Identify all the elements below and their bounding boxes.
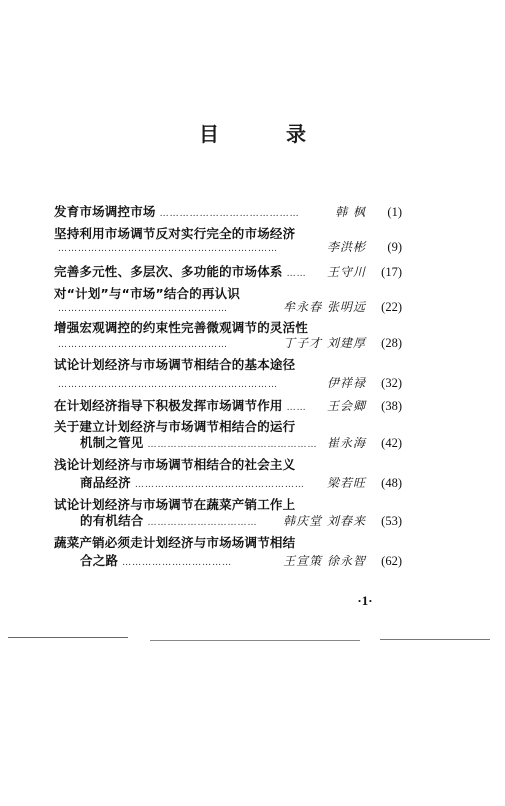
toc-entry-title: 机制之管见 [80, 435, 144, 450]
toc-entry-title: 在计划经济指导下积极发挥市场调节作用 [54, 398, 283, 413]
dot-leader: ………………………………………………………… [58, 380, 278, 390]
toc-entry-page: (48) [381, 476, 402, 490]
dot-leader: …………………………… [147, 518, 258, 528]
toc-entry-author: 王宣策 徐永智 [283, 554, 366, 568]
toc-entry-page: (17) [381, 265, 402, 279]
toc-entry-title: 增强宏观调控的约束性完善微观调节的灵活性 [54, 320, 309, 335]
toc-entry-page: (53) [381, 514, 402, 528]
page-title: 目 录 [199, 122, 336, 146]
dot-leader: …………………………………………… [58, 304, 228, 314]
scan-artifact-line [150, 640, 360, 641]
toc-entry-page: (32) [381, 376, 402, 390]
toc-entry-author: 李洪彬 [326, 240, 366, 254]
dot-leader: …………………………………………… [147, 440, 318, 450]
toc-entry[interactable] [54, 455, 402, 475]
dot-leader: …………………………………… [159, 209, 300, 219]
toc-entry-continuation[interactable] [54, 237, 402, 257]
toc-entry-title: 关于建立计划经济与市场调节相结合的运行 [54, 419, 296, 434]
page-number: ·1· [357, 593, 373, 608]
toc-entry-page: (62) [381, 554, 402, 568]
toc-entry-continuation[interactable] [54, 297, 402, 317]
toc-entry[interactable] [54, 533, 402, 553]
toc-entry[interactable] [54, 262, 402, 282]
toc-entry-title: 试论计划经济与市场调节在蔬菜产销工作上 [54, 497, 296, 512]
toc-entry-page: (9) [387, 240, 402, 254]
scan-artifact-line [8, 637, 128, 638]
dot-leader: …………………………………………… [134, 480, 305, 490]
toc-entry-title: 商品经济 [80, 475, 131, 490]
toc-entry-continuation[interactable] [54, 473, 402, 493]
toc-entry[interactable] [54, 202, 402, 222]
toc-entry-page: (28) [381, 336, 402, 350]
toc-entry-title: 浅论计划经济与市场调节相结合的社会主义 [54, 457, 296, 472]
toc-entry-title: 坚持利用市场调节反对实行完全的市场经济 [54, 226, 296, 241]
toc-entry-title: 蔬菜产销必须走计划经济与市场场调节相结 [54, 535, 296, 550]
toc-entry-author: 韩庆堂 刘春来 [283, 514, 366, 528]
toc-entry-page: (1) [387, 205, 402, 219]
toc-entry-continuation[interactable] [54, 373, 402, 393]
toc-entry-title: 完善多元性、多层次、多功能的市场体系 [54, 264, 283, 279]
scan-artifact-line [380, 639, 490, 640]
toc-entry-author: 丁子才 刘建厚 [283, 336, 366, 350]
toc-entry-title: 对“计划”与“市场”结合的再认识 [54, 286, 241, 301]
dot-leader: …… [286, 403, 307, 413]
toc-entry-continuation[interactable] [54, 551, 402, 571]
toc-entry-continuation[interactable] [54, 511, 402, 531]
toc-entry-page: (22) [381, 300, 402, 314]
dot-leader: …………………………… [122, 558, 233, 568]
toc-entry-continuation[interactable] [54, 333, 402, 353]
dot-leader: …………………………………………… [58, 340, 228, 350]
toc-entry-author: 王会卿 [326, 399, 366, 413]
toc-entry-page: (38) [381, 399, 402, 413]
dot-leader: ………………………………………………………… [58, 244, 278, 254]
toc-entry-author: 伊祥禄 [326, 376, 366, 390]
toc-entry-continuation[interactable] [54, 433, 402, 453]
toc-entry-title: 的有机结合 [80, 513, 144, 528]
toc-entry-title: 发育市场调控市场 [54, 204, 156, 219]
toc-entry-author: 王守川 [326, 265, 366, 279]
toc-entry-title: 试论计划经济与市场调节相结合的基本途径 [54, 357, 296, 372]
toc-entry-author: 崔永海 [326, 436, 366, 450]
toc-entry-title: 合之路 [80, 553, 119, 568]
toc-entry-author: 梁若旺 [326, 476, 366, 490]
toc-entry[interactable] [54, 396, 402, 416]
toc-entry-author: 牟永春 张明远 [283, 300, 366, 314]
toc-entry[interactable] [54, 355, 402, 375]
toc-entry-author: 韩 枫 [335, 205, 366, 219]
toc-entry-page: (42) [381, 436, 402, 450]
dot-leader: …… [286, 269, 307, 279]
